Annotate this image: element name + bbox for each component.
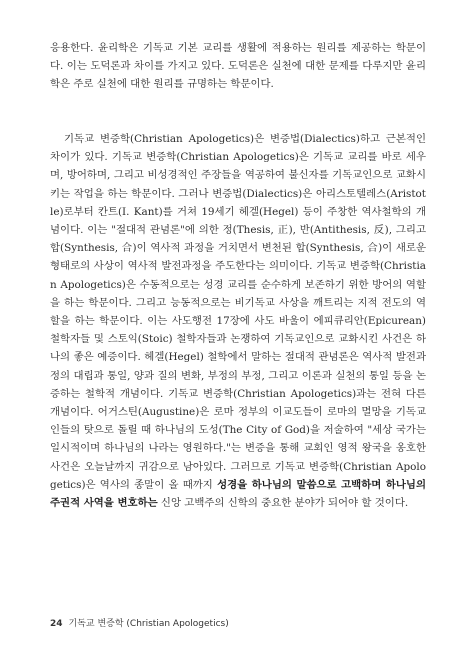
running-title: 기독교 변증학 (Christian Apologetics) xyxy=(68,619,229,629)
paragraph-apologetics xyxy=(50,130,426,512)
paragraph-apologetics-text: 기독교 변증학(Christian Apologetics)은 변증법(Dialectics)하고 근본적인 차이가 있다. 기독교 변증학(Christian Apologetics)은 기독교 교리를 바로 세우며, 방어하며, 그리고 비성경적인 주장들을 역공하여 불신자를 기독교인으로 교화시키는 작업을 하는 학문이다. 그러나 변증법(Dialectics)은 아리스토텔레스(Aristotle)로부터 칸트(I. Kant)를 거쳐 19세기 헤겔(Hegel) 등이 주창한 역사철학의 개념이다. 이는 "절대적 관념론"에 의한 정(Thesis, 正), 반(Antithesis, 反), 그리고 합(Synthesis, 合)이 역사적 과정을 거치면서 변천된 합(Synthesis, 合)이 새로운 형태로의 사상이 역사적 발전과정을 주도한다는 의미이다. 기독교 변증학(Christian Apologetics)은 수동적으로는 성경 교리를 순수하게 보존하기 위한 방어의 역할을 하는 학문이다. 그리고 능동적으로는 비기독교 사상을 깨트리는 지적 전도의 역할을 하는 학문이다. 이는 사도행전 17장에 사도 바울이 에피큐리안(Epicurean) 철학자들 및 스토익(Stoic) 철학자들과 논쟁하여 기독교인으로 교화시킨 사건은 하나의 좋은 예증이다. 헤겔(Hegel) 철학에서 말하는 절대적 관념론은 역사적 발전과정의 대립과 통일, 양과 질의 변화, 부정의 부정, 그리고 이론과 실천의 통일 등을 논증하는 철학적 개념이다. 기독교 변증학(Christian Apologetics)과는 전혀 다른 개념이다. 어거스틴(Augustine)은 로마 정부의 이교도들이 로마의 멸망을 기독교인들의 탓으로 돌릴 때 하나님의 도성(The City of God)을 저술하여 "세상 국가는 일시적이며 하나님의 나라는 영원하다."는 변증을 통해 교회인 영적 왕국을 옹호한 사건은 오늘날까지 귀감으로 남아있다. 그러므로 기독교 변증학(Christian Apologetics)은 역사의 종말이 올 때까지 xyxy=(50,133,426,491)
paragraph-ethics: 응용한다. 윤리학은 기독교 기본 교리를 생활에 적용하는 원리를 제공하는 학문이다. 이는 도덕론과 차이를 가지고 있다. 도덕론은 실천에 대한 문제를 다루지만 윤리학은 주로 실천에 대한 원리를 규명하는 학문이다. xyxy=(50,42,426,91)
paragraph-apologetics-ending: 신앙 고백주의 신학의 중요한 분야가 되어야 할 것이다. xyxy=(157,497,409,510)
page-number: 24 xyxy=(50,619,63,629)
page-footer xyxy=(50,616,229,629)
bold-emphasis: 성경을 하나님의 말씀으로 고백하며 하나님의 주권적 사역을 변호하는 xyxy=(50,478,426,510)
